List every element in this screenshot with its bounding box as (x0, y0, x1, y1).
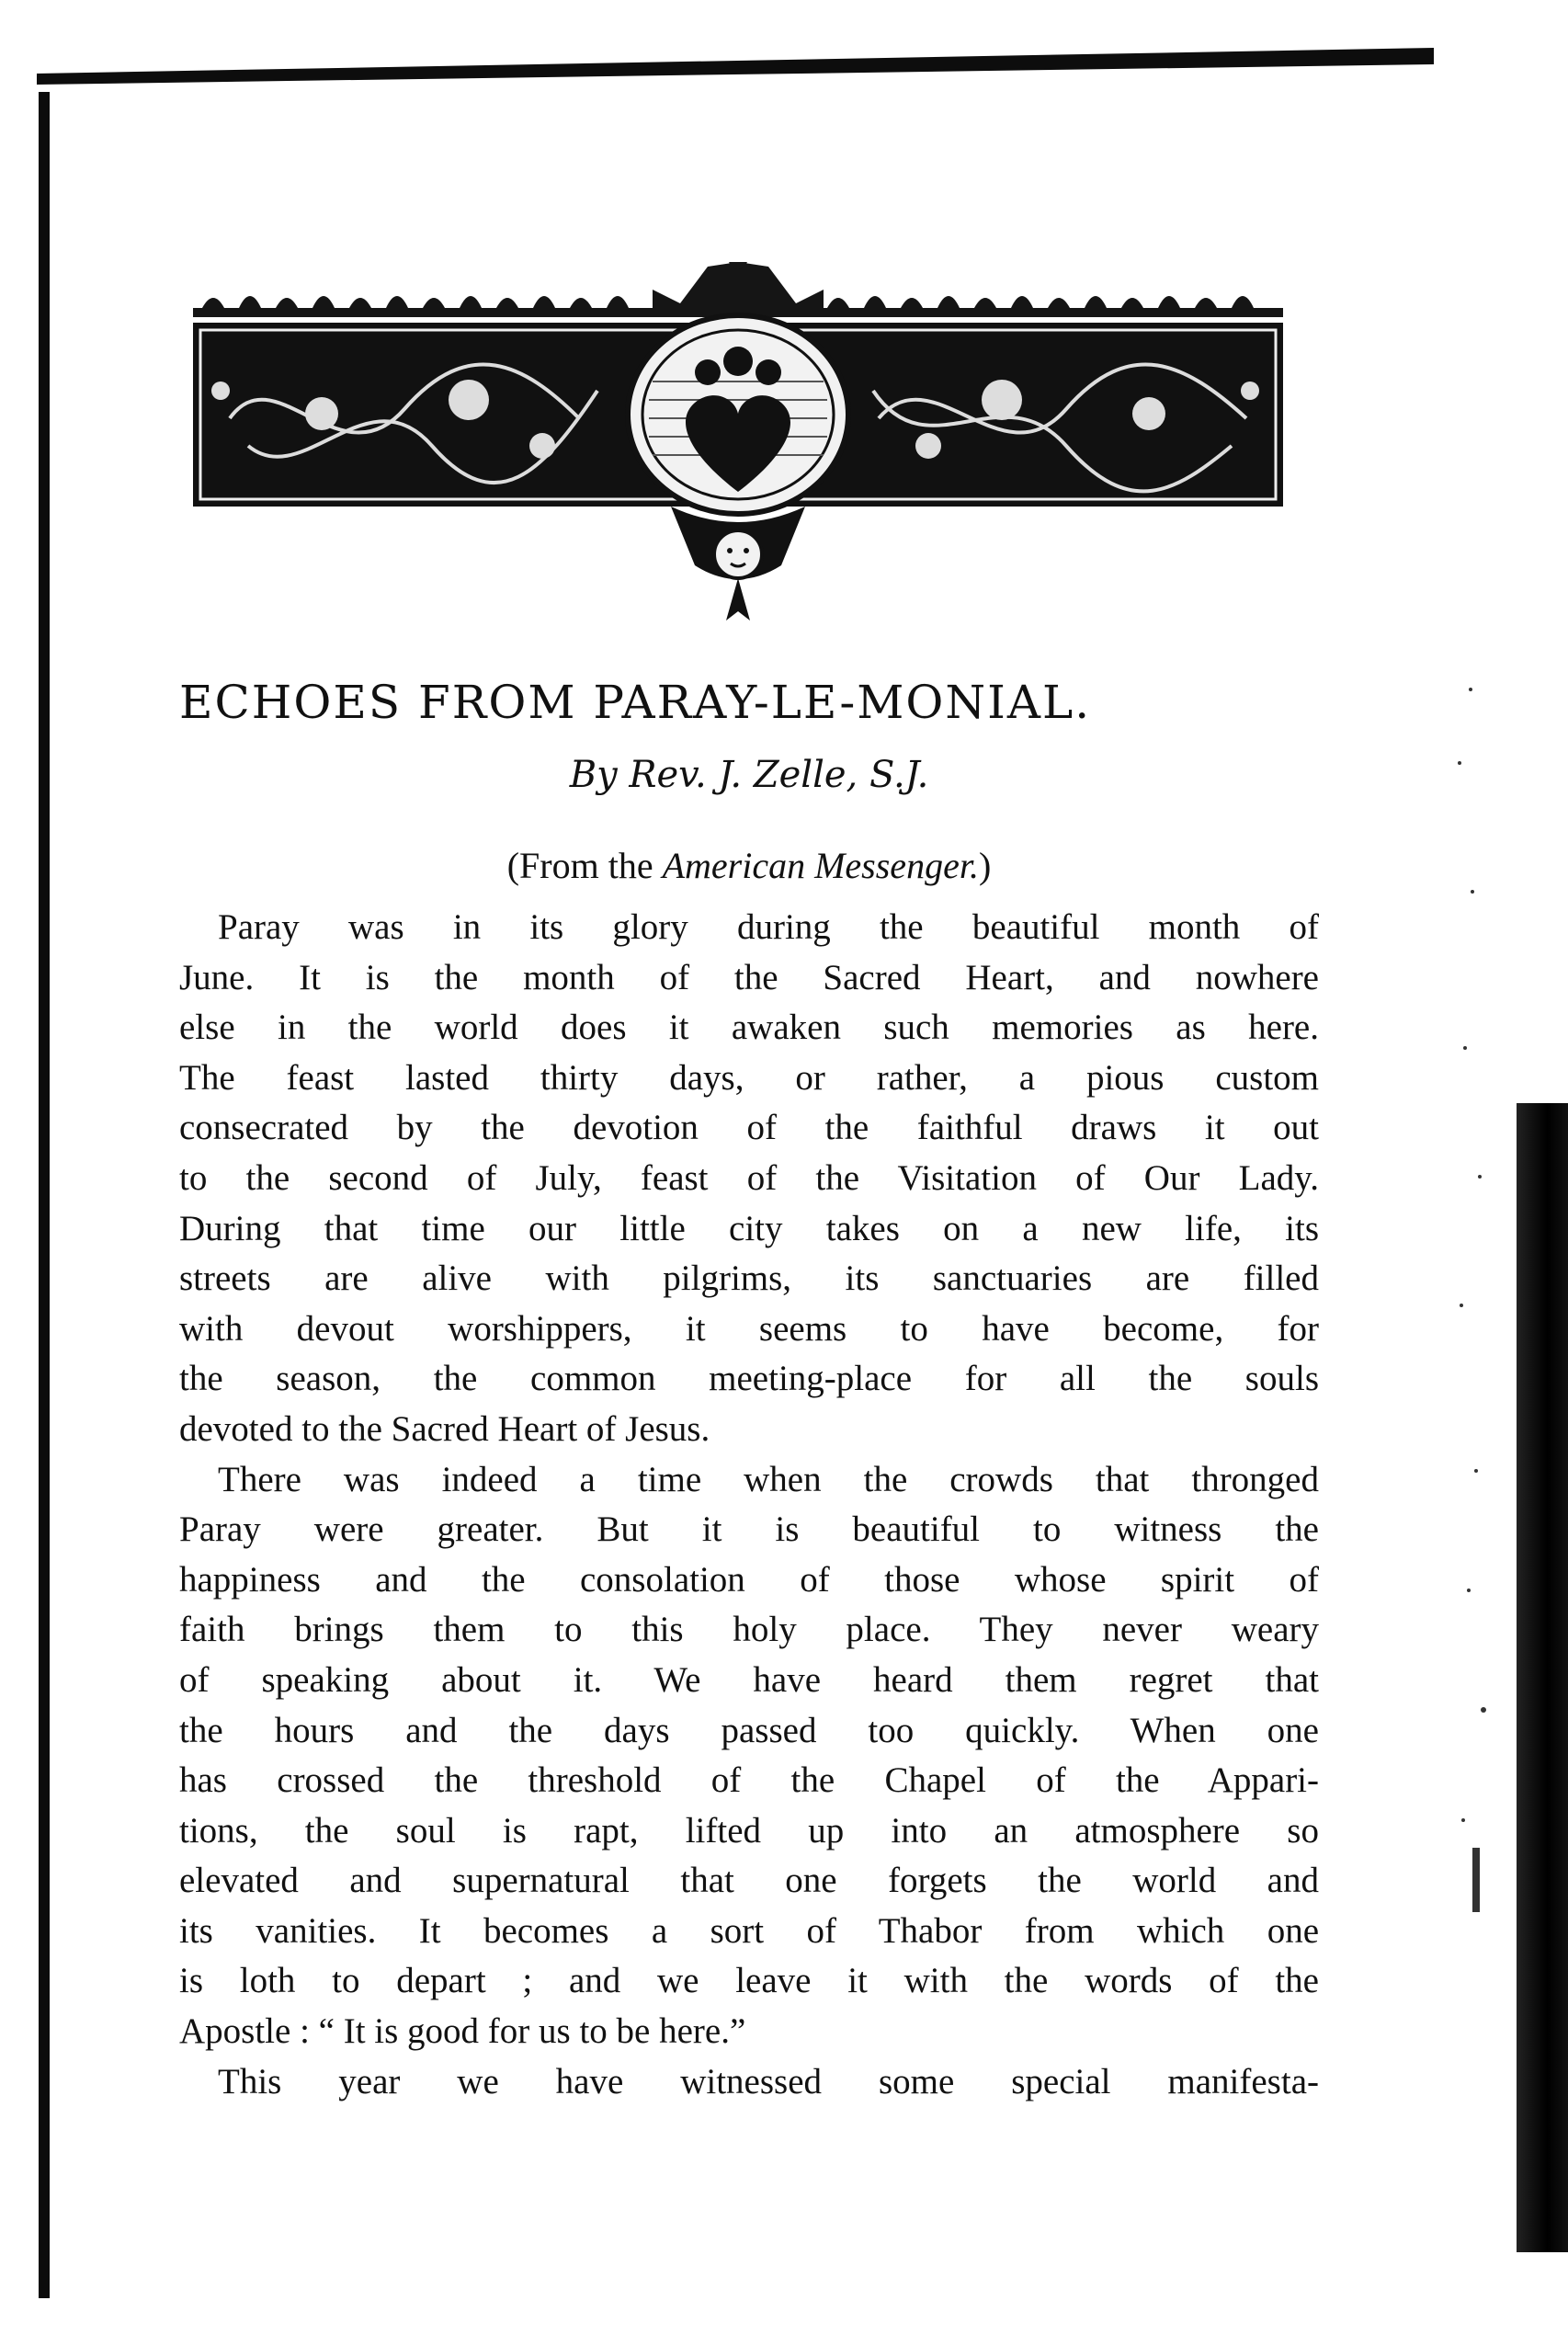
text-line: happiness and the consolation of those whose spirit of (179, 1559, 1319, 1600)
text-line: the season, the common meeting-place for all the souls (179, 1359, 1319, 1399)
page-edge-left (39, 92, 50, 2298)
paragraph-3 (179, 2057, 1319, 2108)
text-line: is loth to depart ; and we leave it with the words of the (179, 1961, 1319, 2001)
text-line: has crossed the threshold of the Chapel of the Appari- (179, 1760, 1319, 1801)
article-title: ECHOES FROM PARAY-LE-MONIAL. (179, 676, 1092, 729)
text-line: elevated and supernatural that one forgets the world and (179, 1861, 1319, 1901)
text-line: streets are alive with pilgrims, its sanctuaries are filled (179, 1258, 1319, 1299)
text-line: tions, the soul is rapt, lifted up into an atmosphere so (179, 1810, 1319, 1851)
text-line: the hours and the days passed too quickly. When one (179, 1710, 1319, 1750)
text-line: to the second of July, feast of the Visitation of Our Lady. (179, 1157, 1319, 1198)
scan-specks (1452, 662, 1507, 2041)
article-body (179, 903, 1319, 2107)
text-line: consecrated by the devotion of the faithful draws it out (179, 1108, 1319, 1148)
source-prefix: (From the (506, 845, 663, 886)
text-line: There was indeed a time when the crowds that thronged (218, 1459, 1319, 1499)
text-line: devoted to the Sacred Heart of Jesus. (179, 1408, 710, 1449)
source-name: American Messenger. (662, 845, 979, 886)
text-line: This year we have witnessed some special manifesta- (218, 2061, 1319, 2101)
text-line: of speaking about it. We have heard them regret that (179, 1659, 1319, 1700)
cherub-pendant (671, 507, 805, 621)
ornamental-headpiece (193, 262, 1283, 630)
page-edge-top (37, 48, 1434, 85)
text-line: Apostle : “ It is good for us to be here.” (179, 2011, 746, 2052)
paragraph-2 (179, 1455, 1319, 2057)
text-line: Paray was in its glory during the beautiful month of (218, 907, 1319, 947)
source-suffix: ) (978, 845, 992, 886)
cresting-border (193, 262, 1283, 317)
page-edge-right (1517, 1103, 1568, 2252)
text-line: During that time our little city takes on a new life, its (179, 1208, 1319, 1248)
article-byline: By Rev. J. Zelle, S.J. (569, 754, 929, 796)
text-line: June. It is the month of the Sacred Heart, and nowhere (179, 957, 1319, 997)
text-line: with devout worshippers, it seems to have become, for (179, 1308, 1319, 1349)
text-line: else in the world does it awaken such memories as here. (179, 1008, 1319, 1048)
paragraph-1 (179, 903, 1319, 1455)
text-line: its vanities. It becomes a sort of Thabor from which one (179, 1910, 1319, 1951)
article-source (179, 844, 1319, 887)
text-line: The feast lasted thirty days, or rather, a pious custom (179, 1057, 1319, 1098)
text-line: Paray were greater. But it is beautiful to witness the (179, 1509, 1319, 1550)
text-line: faith brings them to this holy place. They never weary (179, 1610, 1319, 1650)
sacred-heart-medallion (628, 315, 848, 514)
